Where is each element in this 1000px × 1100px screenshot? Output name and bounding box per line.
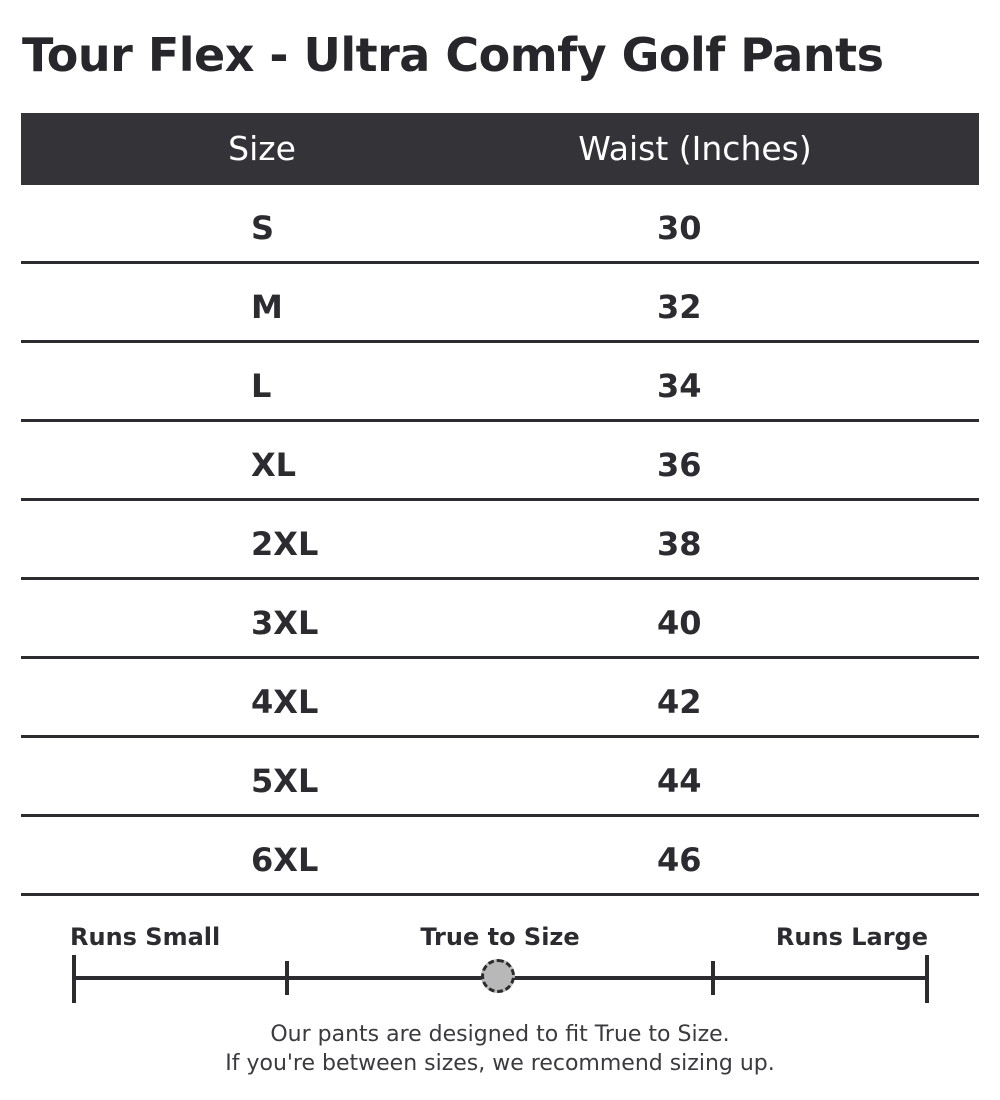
size-cell: 3XL — [251, 604, 319, 642]
waist-cell: 44 — [657, 762, 702, 800]
size-cell: 5XL — [251, 762, 319, 800]
fit-note-line-1: Our pants are designed to fit True to Size. — [270, 1022, 730, 1047]
table-row — [21, 580, 979, 659]
table-row — [21, 264, 979, 343]
header-waist: Waist (Inches) — [578, 129, 812, 168]
waist-cell: 42 — [657, 683, 702, 721]
size-cell: L — [251, 367, 272, 405]
fit-scale-tick — [285, 961, 289, 995]
size-chart-table — [21, 113, 979, 896]
table-header — [21, 113, 979, 185]
fit-scale-tick — [711, 961, 715, 995]
table-row — [21, 501, 979, 580]
table-row — [21, 738, 979, 817]
table-row — [21, 422, 979, 501]
size-cell: XL — [251, 446, 297, 484]
page-title: Tour Flex - Ultra Comfy Golf Pants — [22, 28, 884, 82]
fit-label-runs-large: Runs Large — [775, 923, 928, 951]
size-cell: 4XL — [251, 683, 319, 721]
size-cell: M — [251, 288, 283, 326]
table-row — [21, 659, 979, 738]
fit-scale-tick — [72, 955, 76, 1003]
waist-cell: 40 — [657, 604, 702, 642]
fit-scale — [0, 915, 1000, 1015]
fit-note-line-2: If you're between sizes, we recommend sizing up. — [225, 1051, 775, 1076]
waist-cell: 30 — [657, 209, 702, 247]
fit-label-true-to-size: True to Size — [420, 923, 580, 951]
fit-label-runs-small: Runs Small — [70, 923, 221, 951]
fit-marker — [481, 959, 515, 993]
waist-cell: 32 — [657, 288, 702, 326]
table-row — [21, 343, 979, 422]
fit-scale-tick — [925, 955, 929, 1003]
waist-cell: 36 — [657, 446, 702, 484]
size-cell: S — [251, 209, 275, 247]
size-cell: 6XL — [251, 841, 319, 879]
header-size: Size — [228, 129, 296, 168]
table-row — [21, 185, 979, 264]
size-cell: 2XL — [251, 525, 319, 563]
table-row — [21, 817, 979, 896]
waist-cell: 38 — [657, 525, 702, 563]
waist-cell: 46 — [657, 841, 702, 879]
waist-cell: 34 — [657, 367, 702, 405]
